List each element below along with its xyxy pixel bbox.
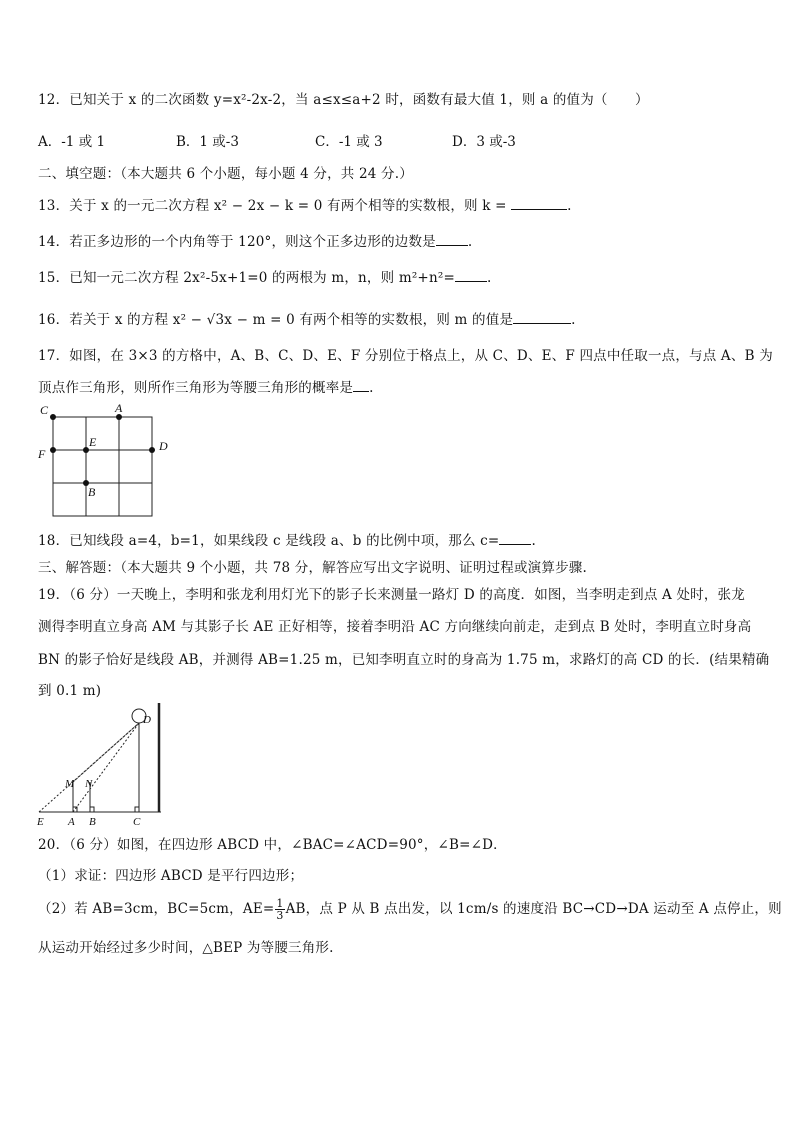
q13 [38, 194, 572, 214]
q17-line-2 [38, 376, 374, 396]
q16 [38, 308, 576, 328]
lamp-label-a: A [68, 816, 75, 828]
q20-line-4: 从运动开始经过多少时间，△BEP 为等腰三角形. [38, 940, 334, 956]
lamp-figure [34, 698, 169, 828]
q19-line-3: BN 的影子恰好是线段 AB，并测得 AB=1.25 m，已知李明直立时的身高为 1.75 m，求路灯的高 CD 的长．(结果精确 [38, 652, 770, 668]
q12-option-c: C．-1 或 3 [315, 134, 383, 150]
lamp-label-e: E [37, 816, 44, 828]
q18-text: 18．已知线段 a=4，b=1，如果线段 c 是线段 a、b 的比例中项，那么 c= [38, 533, 500, 549]
q13-answer-blank [511, 208, 567, 210]
q14 [38, 230, 472, 250]
label-f: F [38, 447, 46, 461]
q14-answer-blank [436, 244, 468, 246]
q12-option-a: A．-1 或 1 [38, 134, 106, 150]
q19-line-1: 19．（6 分）一天晚上，李明和张龙利用灯光下的影子长来测量一路灯 D 的高度．如图，当李明走到点 A 处时，张龙 [38, 587, 745, 603]
q15 [38, 266, 491, 286]
q20-part2-text-b: AB，点 P 从 B 点出发，以 1cm/s 的速度沿 BC→CD→DA 运动至 A 点停止，则 [285, 901, 782, 917]
fraction-denominator: 3 [276, 909, 284, 922]
label-c: C [40, 403, 49, 417]
q19-line-4: 到 0.1 m) [38, 683, 102, 699]
q14-end: . [467, 234, 473, 250]
q14-text: 14．若正多边形的一个内角等于 120°，则这个正多边形的边数是 [38, 234, 436, 250]
lamp-label-n: N [85, 778, 93, 790]
q17-text: 顶点作三角形，则所作三角形为等腰三角形的概率是 [38, 380, 354, 396]
grid-figure [36, 400, 186, 520]
q20-line-3 [38, 897, 782, 921]
label-d: D [159, 439, 168, 453]
q13-end: . [567, 198, 572, 214]
q18-end: . [531, 533, 536, 549]
q19-line-2: 测得李明直立身高 AM 与其影子长 AE 正好相等，接着李明沿 AC 方向继续向前走，走到点 B 处时，李明直立时身高 [38, 619, 752, 635]
q20-line-2: （1）求证：四边形 ABCD 是平行四边形； [38, 868, 304, 884]
section-2-heading: 二、填空题：（本大题共 6 个小题，每小题 4 分，共 24 分.） [38, 166, 413, 182]
q15-answer-blank [455, 280, 487, 282]
label-e: E [89, 435, 97, 449]
q16-text: 16．若关于 x 的方程 x² − √3x − m = 0 有两个相等的实数根，则 m 的值是 [38, 312, 514, 328]
lamp-label-b: B [89, 816, 96, 828]
fraction-numerator: 1 [276, 897, 284, 910]
q12-option-d: D．3 或-3 [452, 134, 516, 150]
q13-text: 13．关于 x 的一元二次方程 x² − 2x − k = 0 有两个相等的实数根，则 k = [38, 198, 512, 214]
q20-line-1: 20．（6 分）如图，在四边形 ABCD 中，∠BAC=∠ACD=90°，∠B=∠D． [38, 837, 507, 853]
point-f [50, 447, 56, 453]
lamp-label-m: M [65, 778, 75, 790]
q17-answer-blank [353, 390, 369, 392]
label-a: A [115, 401, 123, 415]
q12-stem: 12．已知关于 x 的二次函数 y=x²-2x-2，当 a≤x≤a+2 时，函数有最大值 1，则 a 的值为（ ） [38, 92, 649, 108]
q18 [38, 529, 536, 549]
q12-option-b: B．1 或-3 [176, 134, 239, 150]
lamp-label-d: D [143, 714, 151, 726]
q18-answer-blank [499, 543, 531, 545]
q17-end: . [369, 380, 374, 396]
q15-text: 15．已知一元二次方程 2x²-5x+1=0 的两根为 m，n，则 m²+n²= [38, 270, 455, 286]
q16-answer-blank [513, 322, 571, 324]
point-d [149, 447, 155, 453]
lamp-label-c: C [133, 816, 141, 828]
fraction-one-third [275, 898, 284, 921]
label-b: B [88, 485, 96, 499]
q17-line-1: 17．如图，在 3×3 的方格中，A、B、C、D、E、F 分别位于格点上，从 C、D、E、F 四点中任取一点，与点 A、B 为 [38, 348, 773, 364]
q15-end: . [486, 270, 492, 286]
q20-part2-text-a: （2）若 AB=3cm，BC=5cm，AE= [38, 901, 275, 917]
q16-end: . [571, 312, 576, 328]
section-3-heading: 三、解答题：（本大题共 9 个小题，共 78 分，解答应写出文字说明、证明过程或演算步骤. [38, 560, 587, 576]
point-c [50, 414, 56, 420]
